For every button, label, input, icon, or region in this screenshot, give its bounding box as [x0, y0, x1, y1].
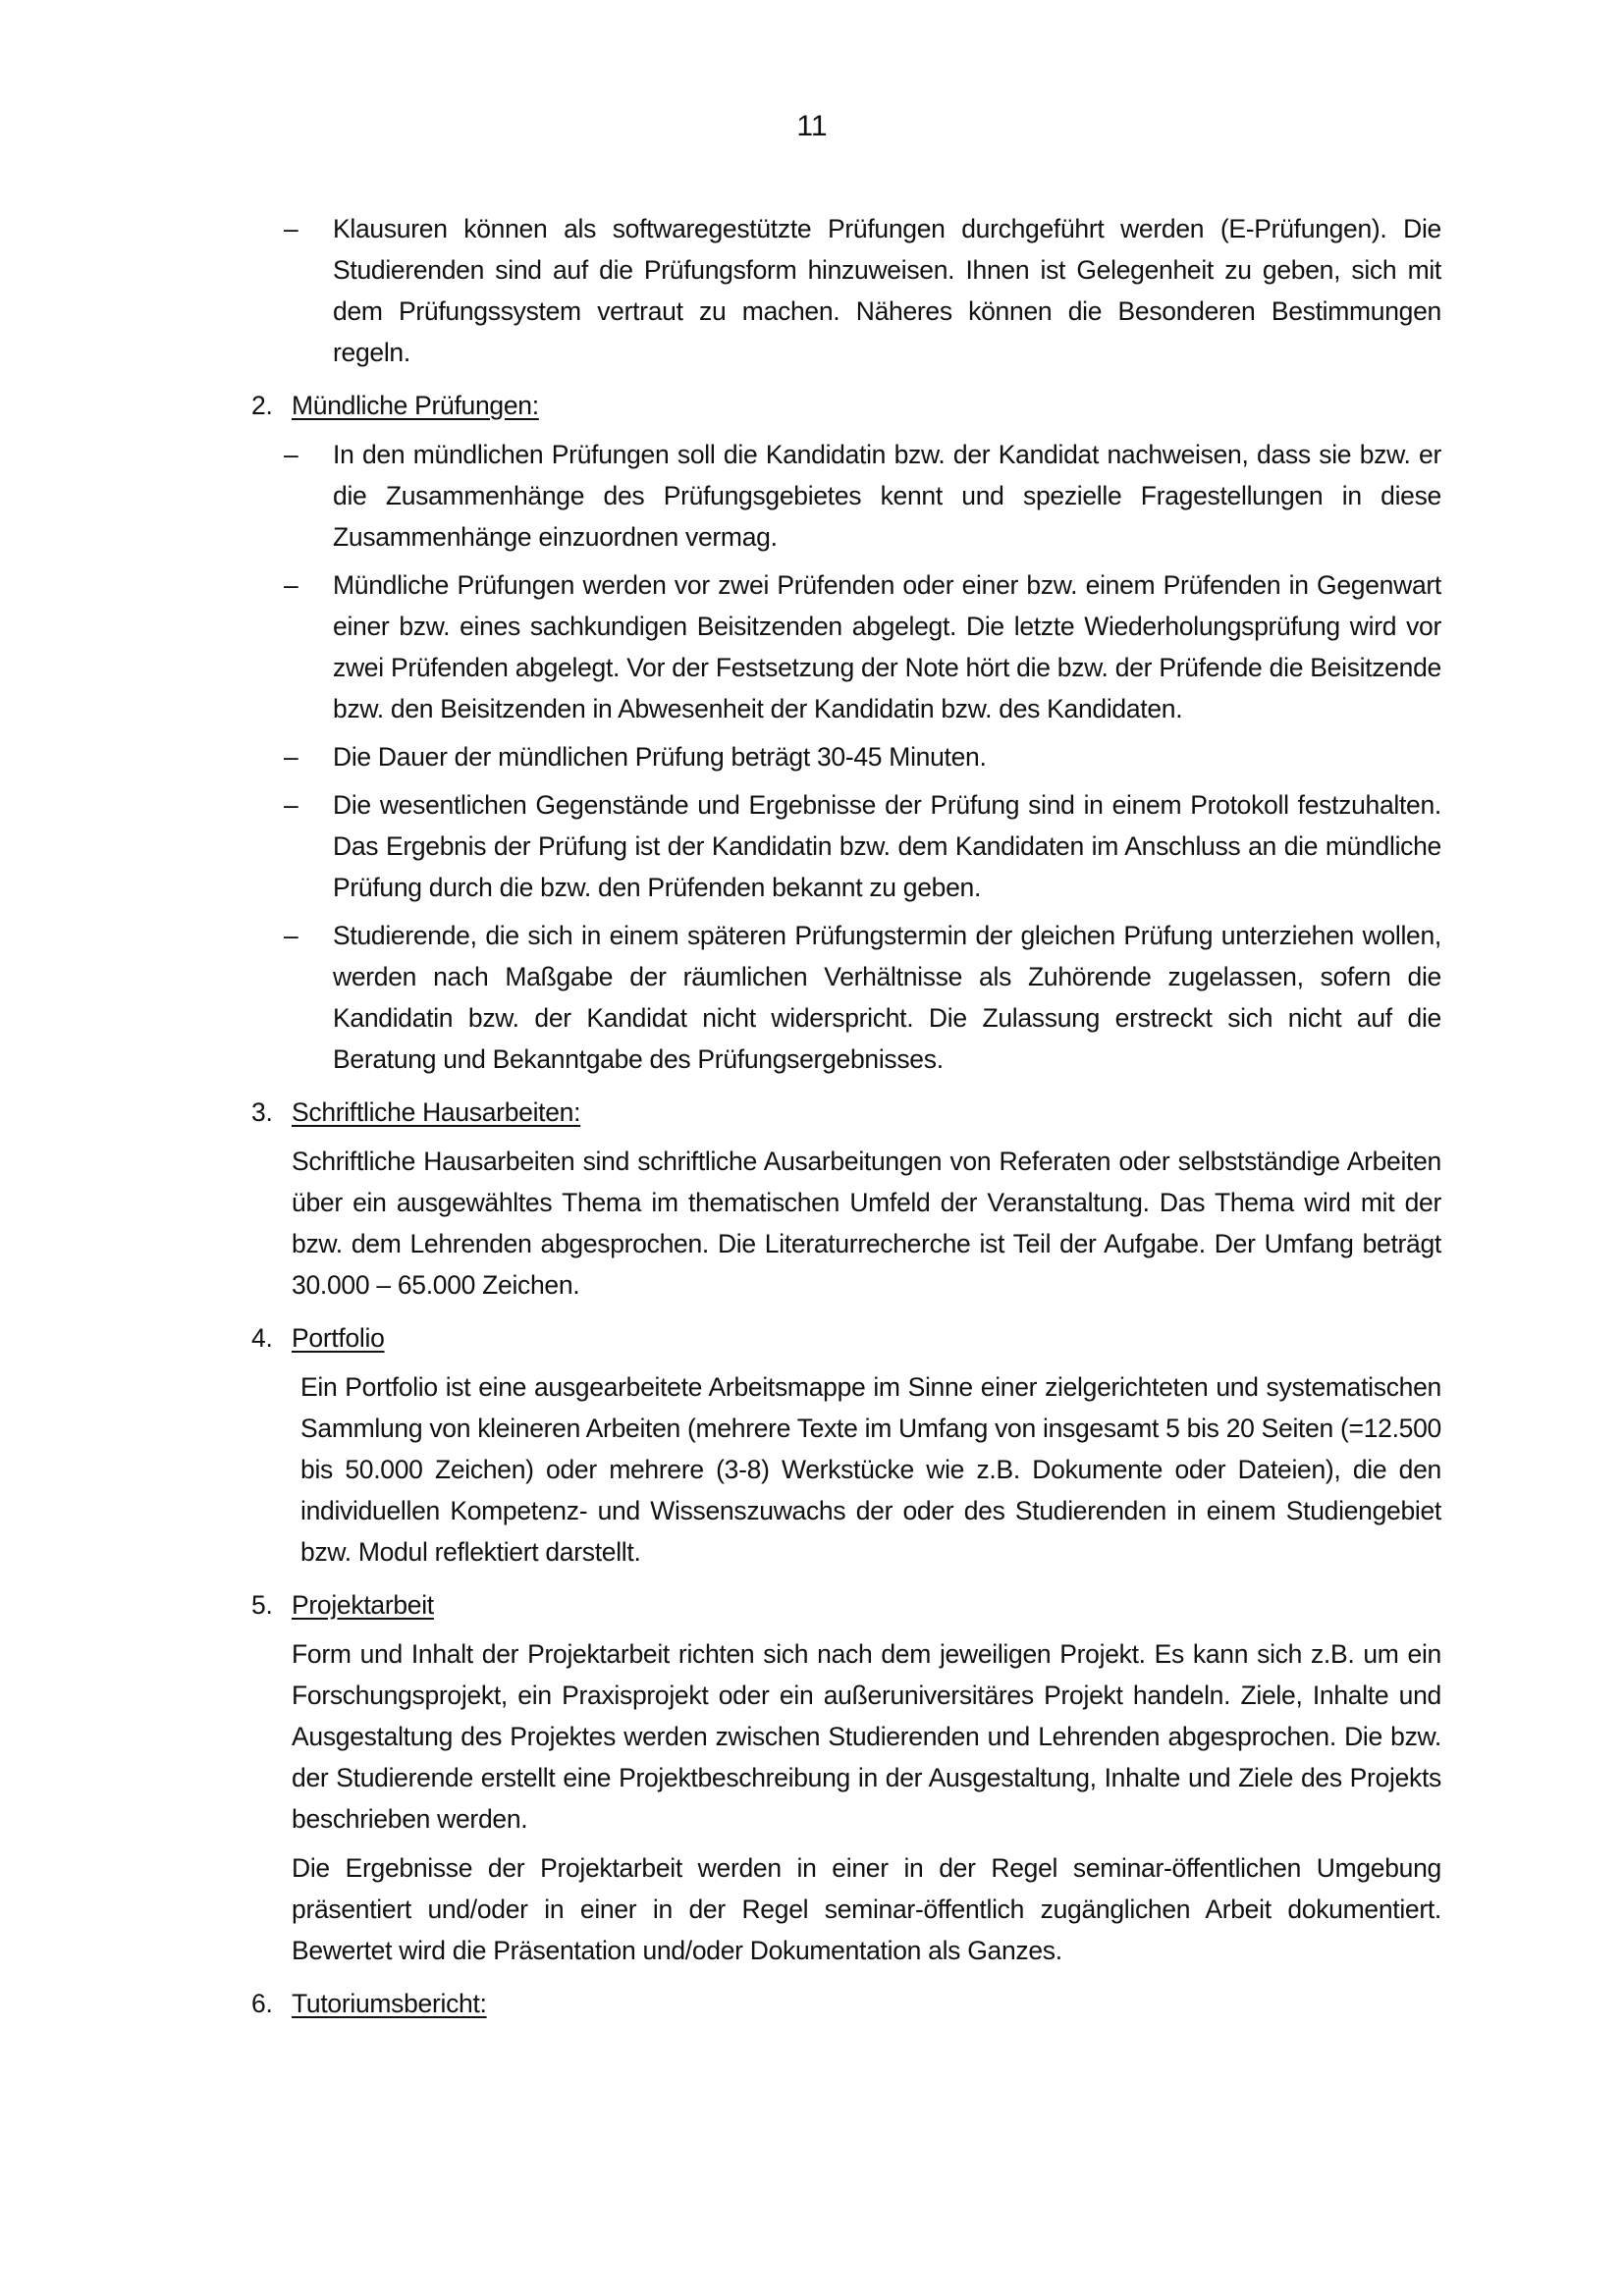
paragraph-text: Die Ergebnisse der Projektarbeit werden in einer in der Regel seminar-öffentlichen Umgebung präsentiert und/oder in einer in der Regel seminar-öffentlich zugänglichen Arbeit dokumentiert. Bewertet wird die Präsentation und/oder Dokumentation als Ganzes. [292, 1853, 1441, 1965]
section-paragraph [251, 1847, 1441, 1971]
bullet-text: Studierende, die sich in einem späteren Prüfungstermin der gleichen Prüfung unterziehen wollen, werden nach Maßgabe der räumlichen Verhältnisse als Zuhörende zugelassen, sofern die Kandidatin bzw. der Kandidat nicht widerspricht. Die Zulassung erstreckt sich nicht auf die Beratung und Bekanntgabe des Prüfungsergebnisses. [333, 921, 1441, 1074]
section-number: 5. [251, 1590, 273, 1620]
bullet-text: Die Dauer der mündlichen Prüfung beträgt 30-45 Minuten. [333, 742, 987, 772]
section-heading-4 [251, 1317, 1441, 1359]
dash-marker: – [284, 921, 298, 950]
bullet-text: In den mündlichen Prüfungen soll die Kandidatin bzw. der Kandidat nachweisen, dass sie bzw. er die Zusammenhänge des Prüfungsgebietes kennt und spezielle Fragestellungen in diese Zusammenhänge einzuordnen vermag. [333, 440, 1441, 552]
section-paragraph [251, 1366, 1441, 1573]
dash-marker: – [284, 570, 298, 600]
page-number: 11 [796, 110, 828, 142]
paragraph-text: Schriftliche Hausarbeiten sind schriftliche Ausarbeitungen von Referaten oder selbstständige Arbeiten über ein ausgewähltes Thema im thematischen Umfeld der Veranstaltung. Das Thema wird mit der bzw. dem Lehrenden abgesprochen. Die Literaturrecherche ist Teil der Aufgabe. Der Umfang beträgt 30.000 – 65.000 Zeichen. [292, 1147, 1441, 1300]
section-title: Portfolio [292, 1323, 385, 1353]
dash-marker: – [284, 440, 298, 469]
dash-marker: – [284, 742, 298, 772]
section-number: 4. [251, 1323, 273, 1353]
section-paragraph [251, 1141, 1441, 1306]
bullet-item [251, 736, 1441, 777]
section-paragraph [251, 1633, 1441, 1840]
bullet-text: Mündliche Prüfungen werden vor zwei Prüfenden oder einer bzw. einem Prüfenden in Gegenwart einer bzw. eines sachkundigen Beisitzenden abgelegt. Die letzte Wiederholungsprüfung wird vor zwei Prüfenden abgelegt. Vor der Festsetzung der Note hört die bzw. der Prüfende die Beisitzende bzw. den Beisitzenden in Abwesenheit der Kandidatin bzw. des Kandidaten. [333, 570, 1441, 723]
section-number: 6. [251, 1989, 273, 2018]
section-heading-3 [251, 1092, 1441, 1133]
paragraph-text: Form und Inhalt der Projektarbeit richten sich nach dem jeweiligen Projekt. Es kann sich z.B. um ein Forschungsprojekt, ein Praxisprojekt oder ein außeruniversitäres Projekt handeln. Ziele, Inhalte und Ausgestaltung des Projektes werden zwischen Studierenden und Lehrenden abgesprochen. Die bzw. der Studierende erstellt eine Projektbeschreibung in der Ausgestaltung, Inhalte und Ziele des Projekts beschrieben werden. [292, 1639, 1441, 1834]
bullet-text: Die wesentlichen Gegenstände und Ergebnisse der Prüfung sind in einem Protokoll festzuhalten. Das Ergebnis der Prüfung ist der Kandidatin bzw. dem Kandidaten im Anschluss an die mündliche Prüfung durch die bzw. den Prüfenden bekannt zu geben. [333, 790, 1441, 902]
section-heading-2 [251, 385, 1441, 426]
dash-marker: – [284, 214, 298, 243]
bullet-text: Klausuren können als softwaregestützte Prüfungen durchgeführt werden (E-Prüfungen). Die Studierenden sind auf die Prüfungsform hinzuweisen. Ihnen ist Gelegenheit zu geben, sich mit dem Prüfungssystem vertraut zu machen. Näheres können die Besonderen Bestimmungen regeln. [333, 214, 1441, 367]
bullet-item [251, 564, 1441, 729]
document-body [251, 208, 1441, 2032]
section-title: Tutoriumsbericht: [292, 1989, 487, 2018]
section-title: Mündliche Prüfungen: [292, 391, 539, 420]
section-heading-6 [251, 1983, 1441, 2024]
bullet-item [251, 434, 1441, 558]
bullet-item [251, 915, 1441, 1080]
section-title: Projektarbeit [292, 1590, 434, 1620]
section-number: 3. [251, 1097, 273, 1127]
bullet-item [251, 784, 1441, 908]
section-number: 2. [251, 391, 273, 420]
bullet-item [251, 208, 1441, 373]
paragraph-text: Ein Portfolio ist eine ausgearbeitete Arbeitsmappe im Sinne einer zielgerichteten und systematischen Sammlung von kleineren Arbeiten (mehrere Texte im Umfang von insgesamt 5 bis 20 Seiten (=12.500 bis 50.000 Zeichen) oder mehrere (3-8) Werkstücke wie z.B. Dokumente oder Dateien), die den individuellen Kompetenz- und Wissenszuwachs der oder des Studierenden in einem Studiengebiet bzw. Modul reflektiert darstellt. [300, 1372, 1441, 1567]
section-heading-5 [251, 1584, 1441, 1626]
section-title: Schriftliche Hausarbeiten: [292, 1097, 581, 1127]
dash-marker: – [284, 790, 298, 820]
